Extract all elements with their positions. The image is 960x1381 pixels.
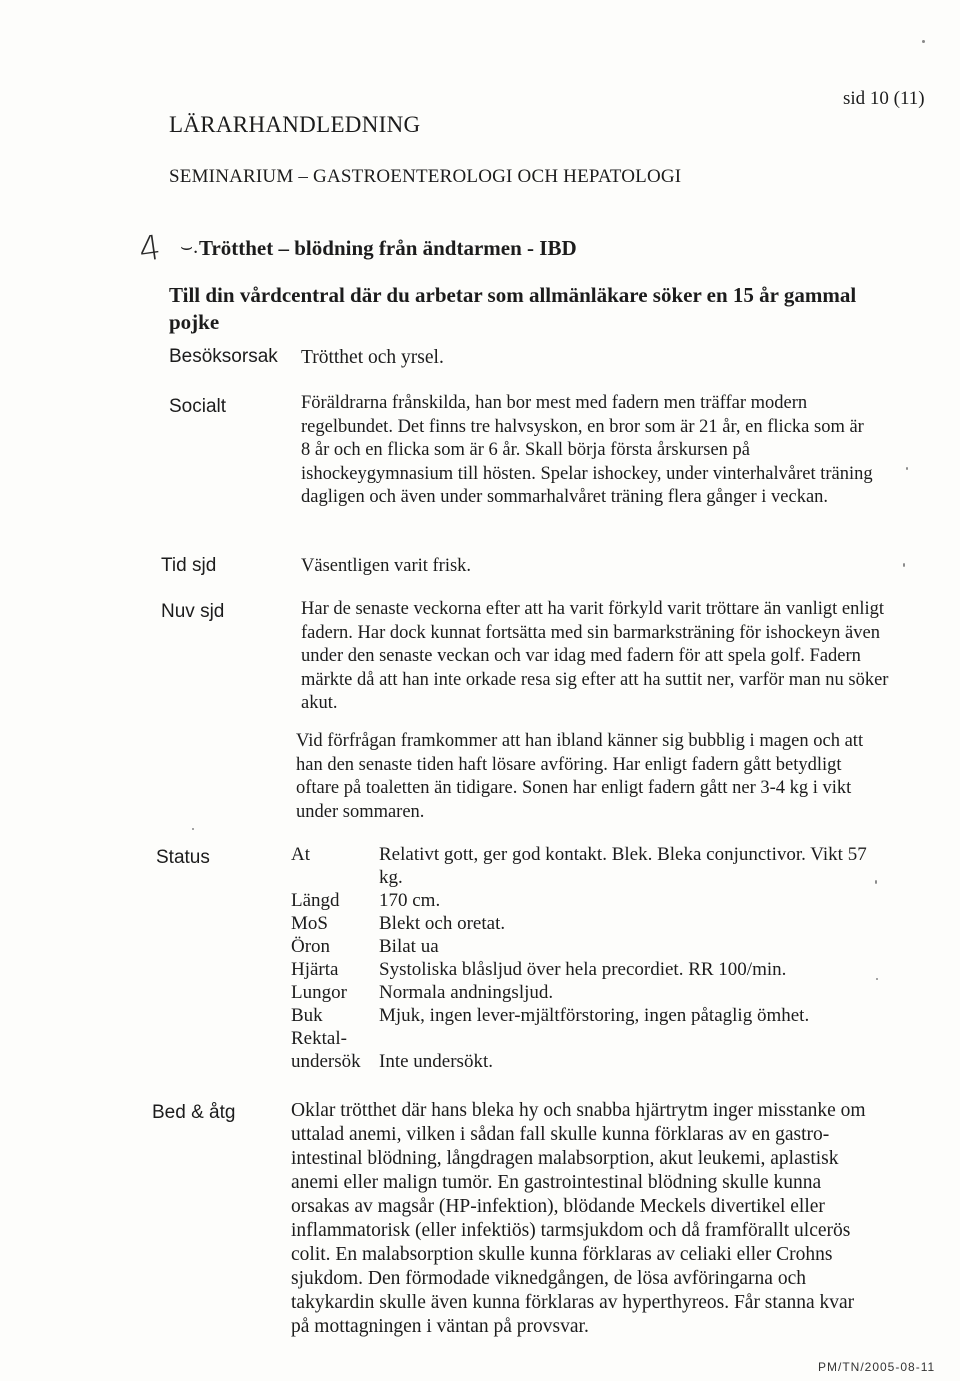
status-key: Längd [291, 890, 340, 911]
status-key: Buk [291, 1005, 323, 1026]
document-subtitle: SEMINARIUM – GASTROENTEROLOGI OCH HEPATOLOGI [169, 166, 682, 187]
section-label-besoksorsak: Besöksorsak [169, 346, 278, 367]
status-value: Blekt och oretat. [379, 913, 506, 934]
status-key: At [291, 844, 310, 865]
status-value: Normala andningsljud. [379, 982, 554, 1003]
status-row [291, 1050, 879, 1073]
section-text-bed-atg: Oklar trötthet där hans bleka hy och snabba hjärtrytm inger misstanke om uttalad anemi, vilken i sådan fall skulle kunna förklaras av en gastro-intestinal blödning, långdragen malabsorption, akut leukemi, aplastisk anemi eller malign tumör. En gastrointestinal blödning skulle kunna orsakas av magsår (HP-infektion), blödande Meckels divertikel eller inflammatorisk (eller infektiös) tarmsjukdom och då framförallt ulcerös colit. En malabsorption skulle kunna förklaras av celiaki eller Crohns sjukdom. Den förmodade viknedgången, de lösa avföringarna och takykardin skulle även kunna förklaras av hyperthyreos. Får stanna kvar på mottagningen i väntan på provsvar. [291, 1100, 866, 1337]
section-text-tid-sjd: Väsentligen varit frisk. [301, 556, 472, 576]
scan-speck [876, 978, 878, 980]
page-number: sid 10 (11) [843, 88, 925, 109]
case-title: Trötthet – blödning från ändtarmen - IBD [199, 236, 577, 260]
status-table [291, 843, 879, 1073]
status-row [291, 912, 879, 935]
case-intro: Till din vårdcentral där du arbetar som allmänläkare söker en 15 år gammal pojke [169, 283, 857, 334]
status-key: Öron [291, 936, 331, 957]
scan-speck [875, 880, 877, 884]
scan-speck [903, 563, 905, 567]
status-key: Hjärta [291, 959, 339, 980]
status-value [379, 1027, 879, 1050]
status-value: Mjuk, ingen lever-mjältförstoring, ingen påtaglig ömhet. [379, 1005, 810, 1026]
status-value: Inte undersökt. [379, 1051, 493, 1072]
document-title: LÄRARHANDLEDNING [169, 112, 421, 137]
scan-speck [192, 828, 194, 830]
handwritten-case-number: 4 [136, 227, 164, 271]
status-row [291, 1004, 879, 1027]
footer-reference: PM/TN/2005-08-11 [818, 1360, 936, 1374]
section-label-socialt: Socialt [169, 396, 227, 417]
section-text-socialt: Föräldrarna frånskilda, han bor mest med fadern men träffar modern regelbundet. Det finns tre halvsyskon, en bror som är 21 år, en flicka som är 8 år och en flicka som är 6 år. Skall börja första årskursen på ishockeygymnasium till hösten. Spelar ishockey, under vinterhalvåret träning dagligen och även under sommarhalvåret träning flera gånger i veckan. [301, 393, 873, 507]
section-label-status: Status [156, 847, 210, 868]
section-text-nuv-sjd-2: Vid förfrågan framkommer att han ibland känner sig bubblig i magen och att han den senaste tiden haft lösare avföring. Har enligt fadern gått betydligt oftare på toaletten än tidigare. Sonen har enligt fadern gått ner 3-4 kg i vikt under sommaren. [296, 731, 864, 822]
case-number-mark: ⌣. [180, 236, 199, 258]
section-text-besoksorsak: Trötthet och yrsel. [301, 347, 444, 368]
status-key: MoS [291, 913, 328, 934]
status-row [291, 935, 879, 958]
status-row [291, 958, 879, 981]
status-key: Lungor [291, 982, 347, 1003]
status-key: undersök [291, 1051, 361, 1072]
status-key: Rektal- [291, 1028, 347, 1049]
status-row [291, 981, 879, 1004]
status-row [291, 843, 879, 889]
scan-speck [906, 467, 908, 470]
section-label-nuv-sjd: Nuv sjd [161, 601, 225, 622]
status-value: Systoliska blåsljud över hela precordiet. RR 100/min. [379, 959, 787, 980]
section-label-bed-atg: Bed & åtg [152, 1102, 236, 1123]
status-value: 170 cm. [379, 890, 441, 911]
section-label-tid-sjd: Tid sjd [161, 555, 217, 576]
status-row [291, 1027, 879, 1050]
status-row [291, 889, 879, 912]
scan-speck [922, 40, 925, 43]
section-text-nuv-sjd-1: Har de senaste veckorna efter att ha varit förkyld varit tröttare än vanligt enligt fadern. Har dock kunnat fortsätta med sin barmarksträning för ishockeyn även under den senaste veckan och var idag med fadern för att spela golf. Fadern märkte då att han inte orkade resa sig efter att ha suttit ner, varför man nu söker akut. [301, 599, 889, 713]
status-value: Bilat ua [379, 936, 439, 957]
status-value: Relativt gott, ger god kontakt. Blek. Bleka conjunctivor. Vikt 57 kg. [379, 844, 867, 888]
